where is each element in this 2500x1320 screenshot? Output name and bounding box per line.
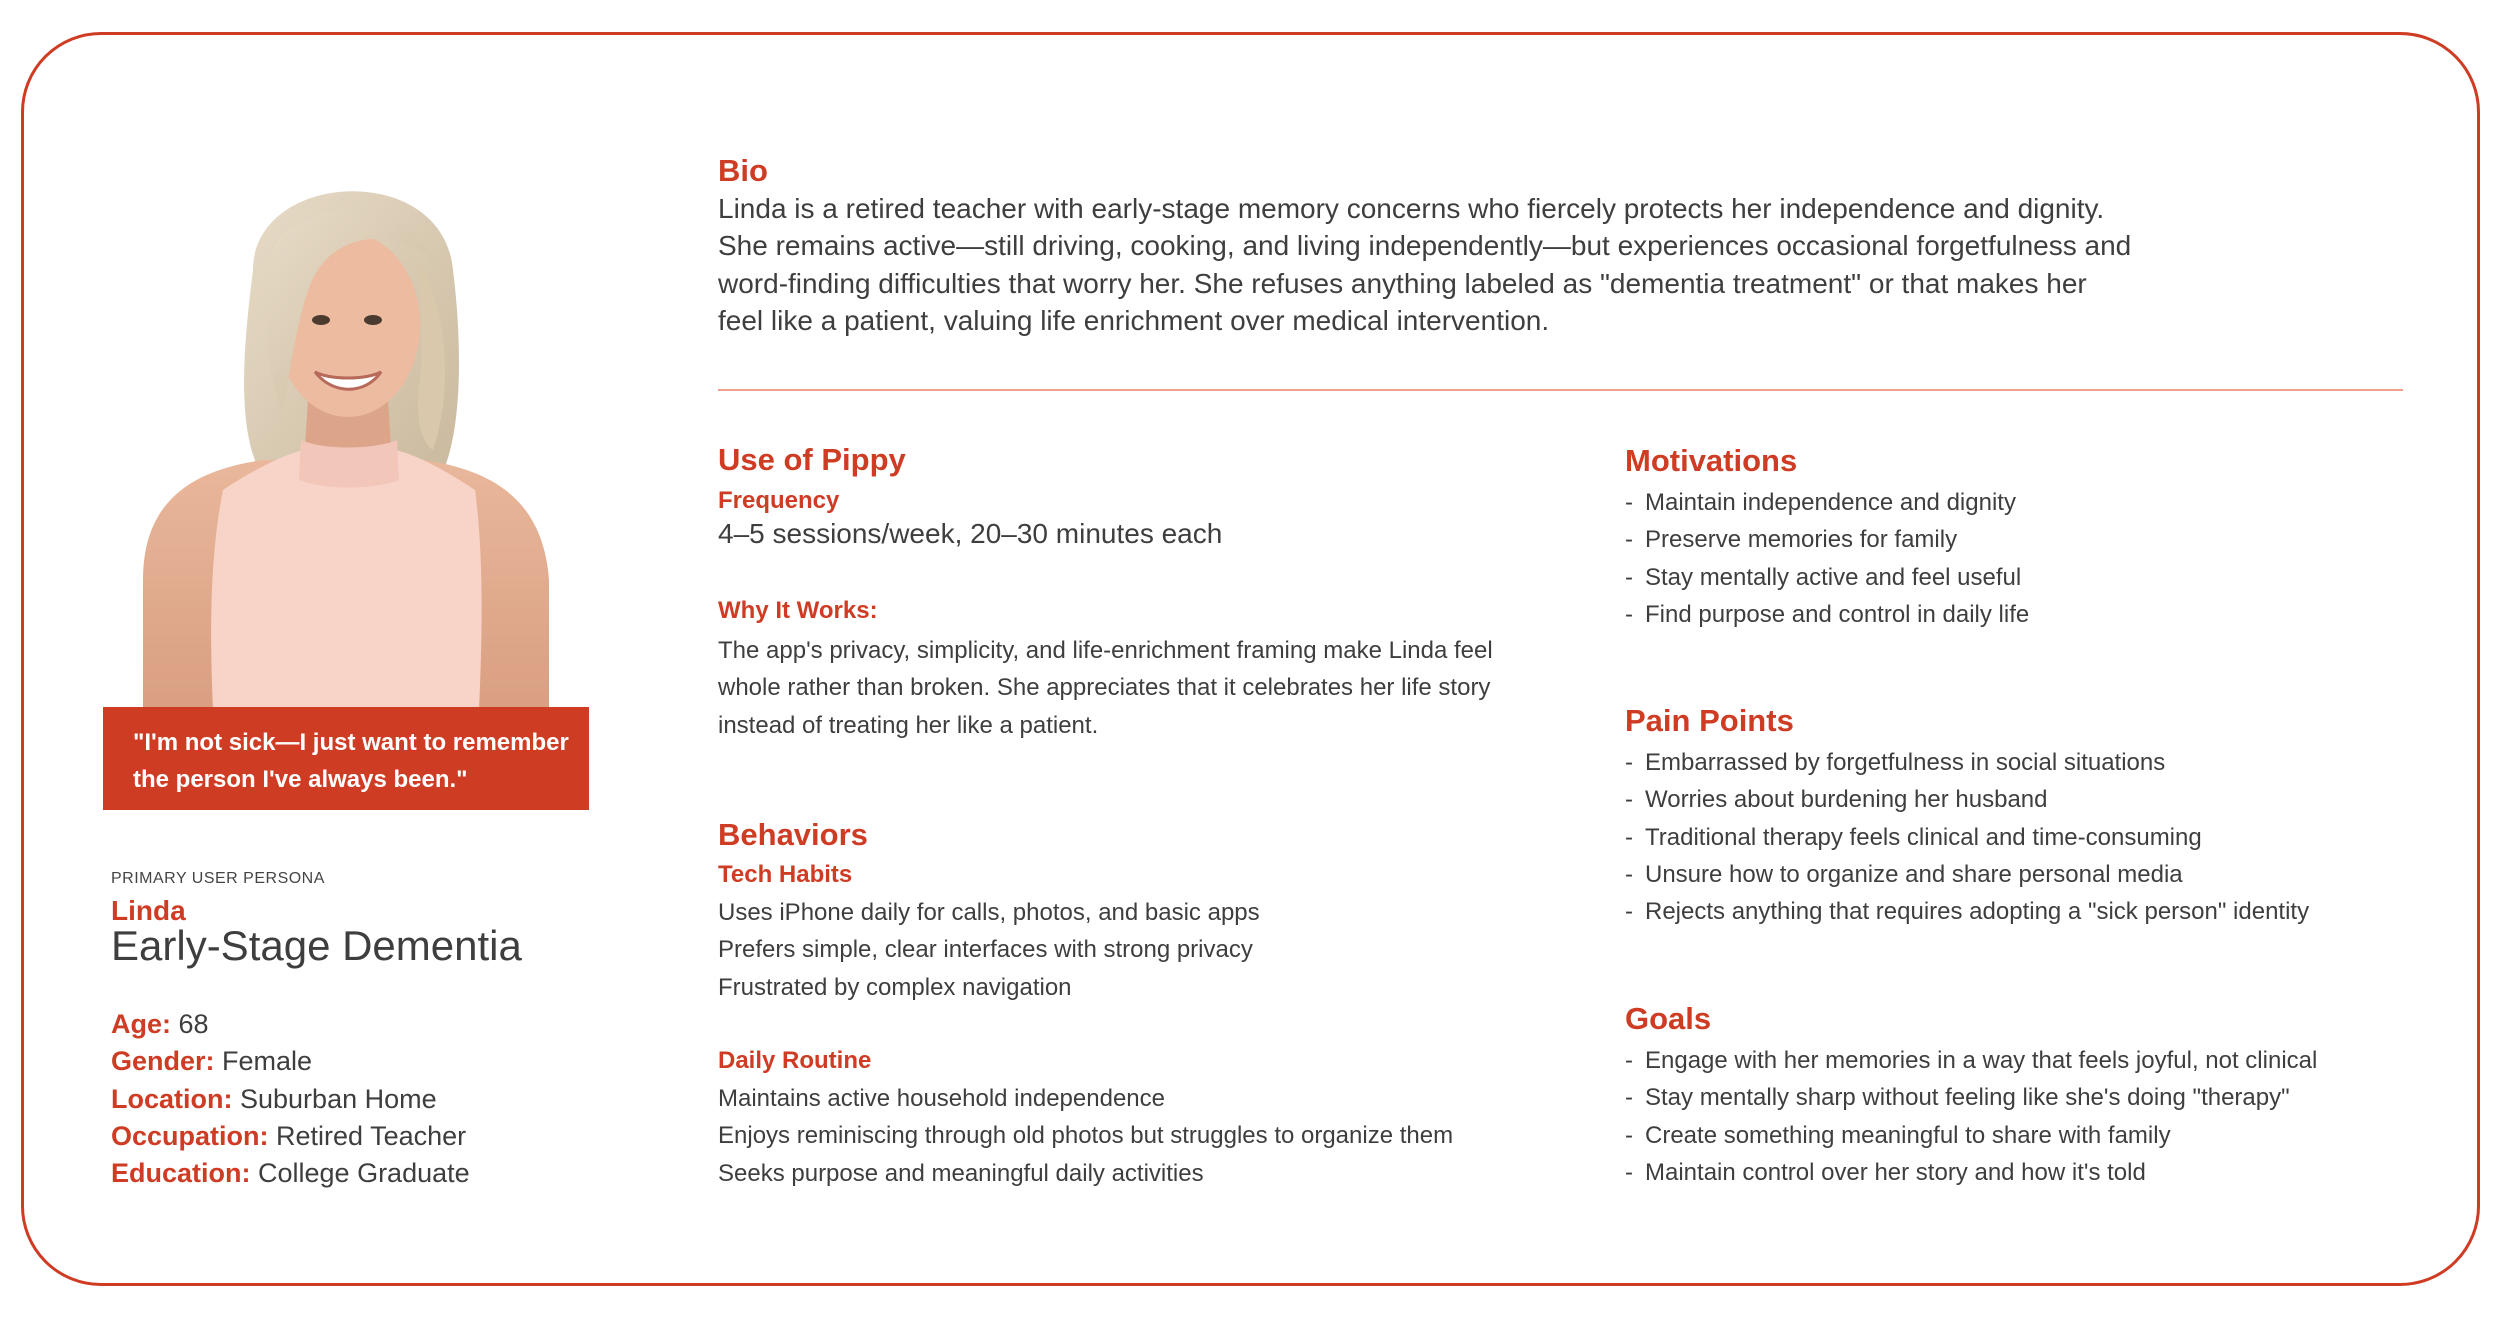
list-item: - Engage with her memories in a way that feels joyful, not clinical <box>1625 1042 2317 1079</box>
daily-routine-list <box>718 1080 1453 1192</box>
list-item: - Worries about burdening her husband <box>1625 781 2309 818</box>
persona-photo <box>103 150 589 710</box>
bio-text: Linda is a retired teacher with early-stage memory concerns who fiercely protects her independence and dignity. She remains active—still driving, cooking, and living independently—but experiences occasional forgetfulness and word-finding difficulties that worry her. She refuses anything labeled as "dementia treatment" or that makes her feel like a patient, valuing life enrichment over medical intervention. <box>718 193 2132 336</box>
list-item: - Find purpose and control in daily life <box>1625 596 2029 633</box>
list-item: Prefers simple, clear interfaces with strong privacy <box>718 936 1253 964</box>
frequency-label: Frequency <box>718 487 840 514</box>
frequency-value: 4–5 sessions/week, 20–30 minutes each <box>718 518 1223 549</box>
fact-age: Age: 68 <box>111 1009 209 1039</box>
divider <box>718 389 2403 391</box>
list-item: Enjoys reminiscing through old photos but struggles to organize them <box>718 1122 1454 1150</box>
fact-gender: Gender: Female <box>111 1046 313 1077</box>
persona-title: Early-Stage Dementia <box>111 922 522 969</box>
pain-points-list <box>1625 744 2309 930</box>
use-heading: Use of Pippy <box>718 442 906 477</box>
list-item: Uses iPhone daily for calls, photos, and basic apps <box>718 899 1260 926</box>
motivations-heading: Motivations <box>1625 443 1798 478</box>
fact-location: Location: Suburban Home <box>111 1083 437 1114</box>
list-item: - Traditional therapy feels clinical and time-consuming <box>1625 819 2309 856</box>
list-item: - Stay mentally active and feel useful <box>1625 559 2029 596</box>
fact-occupation: Occupation: Retired Teacher <box>111 1120 467 1151</box>
why-label: Why It Works: <box>718 597 878 624</box>
list-item: Frustrated by complex navigation <box>718 973 1072 1001</box>
persona-name: Linda <box>111 895 186 926</box>
list-item: - Stay mentally sharp without feeling like she's doing "therapy" <box>1625 1079 2317 1116</box>
list-item: - Unsure how to organize and share personal media <box>1625 856 2309 893</box>
list-item: - Preserve memories for family <box>1625 521 2029 558</box>
motivations-list <box>1625 484 2029 633</box>
goals-heading: Goals <box>1625 1001 1712 1036</box>
goals-list <box>1625 1042 2317 1191</box>
tech-habits-list <box>718 894 1260 1006</box>
list-item: Seeks purpose and meaningful daily activities <box>718 1159 1204 1187</box>
list-item: - Maintain independence and dignity <box>1625 484 2029 521</box>
list-item: - Rejects anything that requires adopting a "sick person" identity <box>1625 893 2309 930</box>
bio-heading: Bio <box>718 153 768 188</box>
list-item: - Embarrassed by forgetfulness in social situations <box>1625 744 2309 781</box>
daily-routine-label: Daily Routine <box>718 1047 872 1074</box>
behaviors-heading: Behaviors <box>718 817 868 852</box>
list-item: Maintains active household independence <box>718 1085 1165 1112</box>
pain-points-heading: Pain Points <box>1625 703 1794 738</box>
persona-type-label: PRIMARY USER PERSONA <box>111 870 325 887</box>
list-item: - Maintain control over her story and how it's told <box>1625 1154 2317 1191</box>
tech-habits-label: Tech Habits <box>718 861 853 888</box>
persona-quote: "I'm not sick—I just want to remember the person I've always been." <box>103 707 589 810</box>
list-item: - Create something meaningful to share with family <box>1625 1117 2317 1154</box>
persona-facts <box>111 1006 470 1192</box>
why-text: The app's privacy, simplicity, and life-enrichment framing make Linda feel whole rather than broken. She appreciates that it celebrates her life story instead of treating her like a patient. <box>718 637 1493 739</box>
fact-education: Education: College Graduate <box>111 1158 470 1189</box>
